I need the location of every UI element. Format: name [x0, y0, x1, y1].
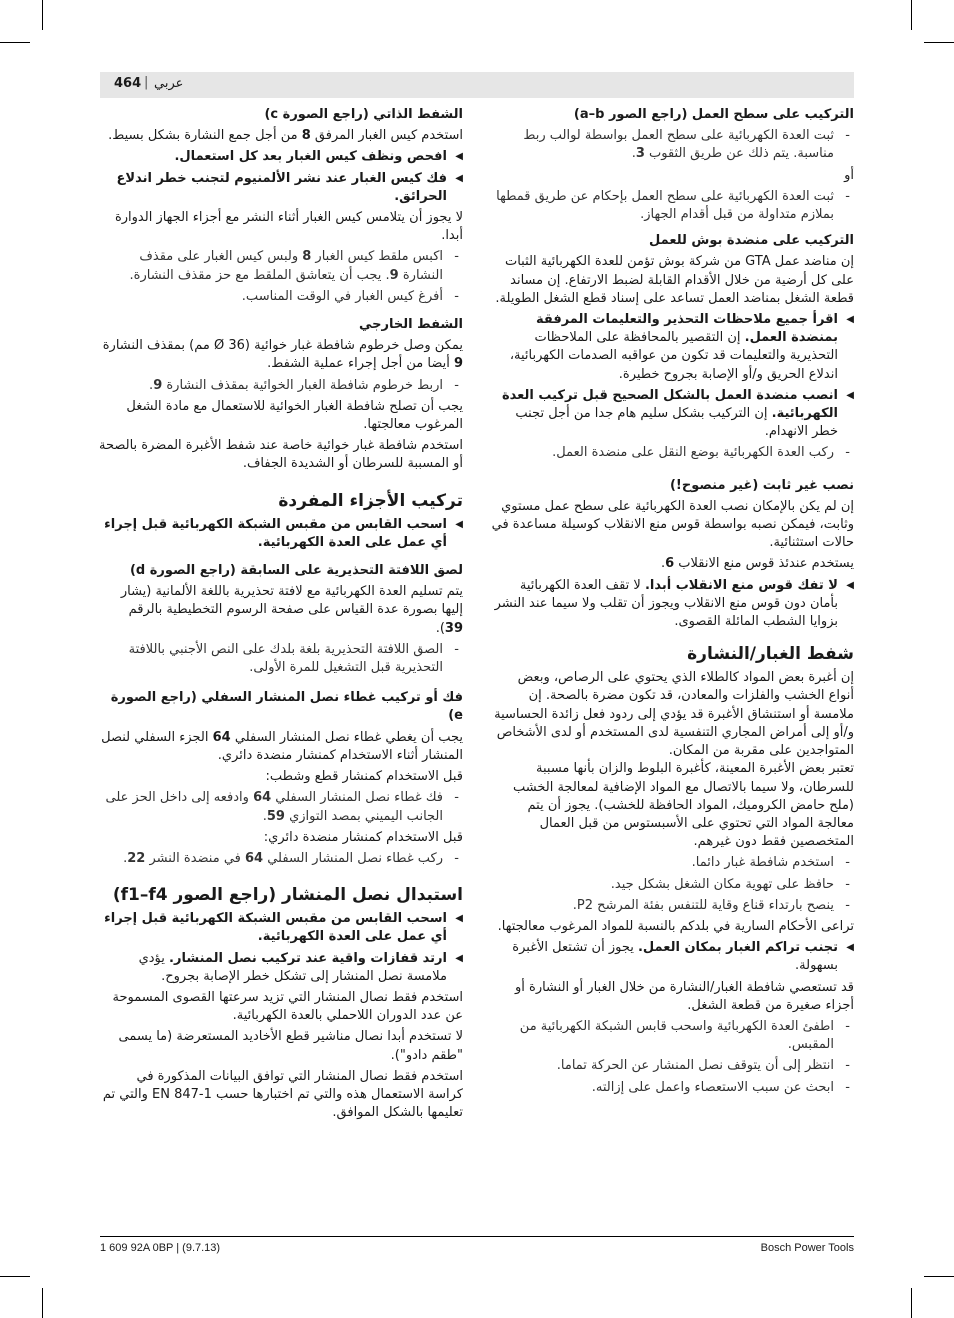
crop-mark [0, 1276, 30, 1277]
footer-brand: Bosch Power Tools [760, 1242, 854, 1254]
paragraph: إن مناضد عمل GTA من شركة بوش تؤمن للعدة الكهربائية الثبات على كل أرضية من خلال الأقدام القابلة لضبط الارتفاع. إن مساند قطعة الشغل بمناضد العمل تساعد على إسناد قطع الشغل الطويلة. [495, 254, 854, 306]
crop-mark [911, 1288, 912, 1318]
list-item: - ركب غطاء نصل المنشار السفلي 64 في منضدة النشر 22. [99, 850, 463, 868]
paragraph: يتم تسليم العدة الكهربائية مع لافتة تحذيرية باللغة الألمانية (يشار إليها بصورة عدة القياس على صفحة الرسوم التخطيطية بالرقم 39). [120, 584, 463, 636]
paragraph: قبل الاستخدام كمنشار قطع وشطب: [265, 769, 463, 785]
paragraph: قبل الاستخدام كمنشار منضدة دائري: [263, 829, 463, 845]
paragraph: تراعى الأحكام السارية في بلدكم بالنسبة للمواد المرغوب معالجتها. [497, 918, 854, 934]
paragraph: استخدم كيس الغبار المرفق 8 من أجل جمع النشارة بشكل بسيط. [108, 128, 463, 144]
warning-triangle-icon: ◀ [846, 314, 854, 326]
warning-triangle-icon: ◀ [455, 172, 463, 184]
crop-mark [911, 0, 912, 30]
crop-mark [924, 1276, 954, 1277]
dash-bullet: - [845, 876, 850, 892]
list-item: - اربط خرطوم شافطة الغبار الخوائية بمقذف النشارة 9. [99, 377, 463, 395]
paragraph: إن أغبرة بعض المواد كالطلاء الذي يحتوي على الرصاص، وبعض أنواع الخشب والفلزات والمعادن، قد تكون مضرة بالصحة. إن ملامسة أو استنشاق الأغبرة قد يؤدي إلى ردود فعل زائدة الحساسية و/أو إلى أمراض المجاري التنفسية لدى المستخدم أو لدى الأشخاص المتواجدين على مقربة من المكان. [494, 670, 854, 759]
section-heading: نصب غير ثابت (غير منصوح!) [669, 477, 854, 493]
paragraph: قد تستعصي شافطة الغبار/النشارة من خلال الغبار أو النشارة أو أجزاء صغيرة من قطعة الشغل. [514, 979, 854, 1013]
list-item: - ثبت العدة الكهربائية على سطح العمل بإحكام عن طريق قمطها بملازم متداولة من قبل أقدام الجهاز. [496, 188, 850, 223]
warning-triangle-icon: ◀ [455, 151, 463, 163]
list-item: - حافظ على تهوية مكان الشغل بشكل جيد. [490, 876, 854, 894]
page-header [100, 72, 854, 98]
paragraph: لا يجوز أن يتلامس كيس الغبار أثناء النشر مع أجزاء الجهاز الدوارة أبدا. [114, 210, 463, 244]
list-item: - ينصح بارتداء قناع وقاية للتنفس بفئة المرشح P2. [490, 897, 854, 915]
crop-mark [42, 0, 43, 30]
paragraph: تعتبر بعض الأغبرة المعينة، كأغبرة البلوط والزان بأنها مسببة للسرطان، ولا سيما بالاتصال مع المواد الإضافية لمعالجة الخشب (ملح حامض الكروميك، المواد الحافظة للخشب). يجوز أن يتم معالجة المواد التي تحتوي على الأسبستوس من قبل العمال المتخصصين فقط دون غيرهم. [513, 761, 854, 850]
warning-item: ◀ اقرأ جميع ملاحظات التحذير والتعليمات المرفقة بمنضدة العمل. إن التقصير بالمحافظة على الملاحظات التحذيرية والتعليمات قد تكون من عواقبه الصدمات الكهربائية، اندلاع الحريق و/أو الإصابة بجروح خطيرة. [509, 312, 854, 382]
dash-bullet: - [845, 897, 850, 913]
section-heading: لصق اللافتة التحذيرية على السابقة (راجع الصورة d) [129, 563, 463, 579]
footer-doc-number: 1 609 92A 0BP | (9.7.13) [100, 1242, 221, 1254]
dash-bullet: - [454, 790, 459, 806]
warning-item: ◀ ارتد قفازات واقية عند تركيب نصل المنشار. يؤدي ملامسة نصل المنشار إلى تشكل خطر الإصابة بجروح. [138, 950, 463, 984]
list-item: - الصق اللافتة التحذيرية بلغة بلدك على النص الأجنبي باللافتة التحذيرية قبل التشغيل للمرة الأولى. [128, 641, 459, 676]
warning-triangle-icon: ◀ [846, 389, 854, 401]
section-heading: فك أو تركيب غطاء نصل المنشار السفلي (راجع الصورة e) [110, 690, 463, 724]
dash-bullet: - [845, 1018, 850, 1034]
section-heading: الشفط الذاتي (راجع الصورة c) [264, 107, 463, 122]
left-column [99, 106, 463, 1122]
header-language: عربي [154, 76, 184, 91]
list-item: - اطفئ العدة الكهربائية واسحب قابس الشبكة الكهربائية من المقبس. [519, 1018, 850, 1053]
section-title: شفط الغبار/النشارة [687, 644, 854, 665]
page-footer [100, 1236, 854, 1254]
warning-triangle-icon: ◀ [455, 913, 463, 925]
dash-bullet: - [845, 445, 850, 461]
warning-triangle-icon: ◀ [455, 952, 463, 964]
section-title: تركيب الأجزاء المفردة [278, 490, 463, 511]
dash-bullet: - [845, 188, 850, 204]
paragraph: يجب أن تصلح شافطة الغبار الخوائية للاستعمال مع مادة الشغل المرغوب معالجتها. [126, 398, 463, 433]
page-number: 464 [114, 76, 142, 91]
paragraph: استخدم فقط نصال المنشار التي توافق البيانات المذكورة في كراسة الاستعمال هذه والتي تم اختبارها حسب EN 847-1 والتي تم تعليمها بالشكل الموافق. [102, 1068, 463, 1121]
warning-triangle-icon: ◀ [455, 518, 463, 530]
list-item: - اكبس ملقط كيس الغبار 8 ولبس كيس الغبار على مقذف النشارة 9. يجب أن يتعاشق الملقط مع حز مقذف النشارة. [129, 249, 459, 283]
warning-item: ◀ اسحب القابس من مقبس الشبكة الكهربائية قبل إجراء أي عمل على العدة الكهربائية. [104, 516, 463, 550]
section-heading: التركيب على سطح العمل (راجع الصور a–b) [573, 107, 854, 122]
paragraph: استخدم شافطة غبار خوائية خاصة عند شفط الأغبرة المضرة بالصحة أو المسببة للسرطان أو الشديدة الجفاف. [99, 438, 463, 472]
paragraph: يستخدم عندئذ قوس منع الانقلاب 6. [660, 556, 854, 572]
section-heading: الشفط الخارجي [359, 317, 463, 333]
dash-bullet: - [454, 288, 459, 304]
paragraph: إن لم يكن بالإمكان نصب العدة الكهربائية على سطح عمل مستوي وثابت، فيمكن نصبه بواسطة قوس منع الانقلاب كوسيلة مساعدة في حالات استثنائية. [491, 498, 854, 551]
paragraph: يجب أن يغطي غطاء نصل المنشار السفلي 64 الجزء السفلي لنصل المنشار أثناء الاستخدام كمنشار منضدة دائري. [101, 729, 463, 763]
list-item: - فك غطاء نصل المنشار السفلي 64 وادفعه إلى داخل الحز على الجانب اليميني بمصد التوازي 59. [105, 790, 459, 824]
dash-bullet: - [845, 1058, 850, 1074]
dash-bullet: - [454, 249, 459, 265]
paragraph: استخدم فقط نصال المنشار التي تزيد سرعتها القصوى المسموحة عن عدد الدوران اللاحملي بالعدة الكهربائية. [112, 989, 463, 1024]
dash-bullet: - [454, 641, 459, 657]
list-item: - أفرغ كيس الغبار في الوقت المناسب. [99, 288, 463, 306]
list-item: - انتظر إلى أن يتوقف نصل المنشار عن الحركة تماما. [490, 1057, 854, 1075]
list-item: - استخدم شافطة غبار دائما. [490, 854, 854, 872]
section-title: استبدال نصل المنشار (راجع الصور f1–f4) [112, 885, 463, 906]
paragraph: يمكن وصل خرطوم شافطة غبار خوائية (Ø 36 مم) بمقذف النشارة 9 أيضا من أجل إجراء عملية الشفط. [102, 338, 463, 372]
list-item: - ثبت العدة الكهربائية على سطح العمل بواسطة لوالب ربط مناسبة. يتم ذلك عن طريق الثقوب 3. [523, 128, 850, 162]
warning-item: ◀ انصب منضدة العمل بالشكل الصحيح قبل تركيب العدة الكهربائية. إن التركيب بشكل سليم هام جدا من أجل تجنب خطر الانهدام. [501, 387, 854, 440]
dash-bullet: - [454, 377, 459, 393]
dash-bullet: - [454, 850, 459, 866]
crop-mark [924, 42, 954, 43]
warning-item: ◀ اسحب القابس من مقبس الشبكة الكهربائية قبل إجراء أي عمل على العدة الكهربائية. [104, 911, 463, 945]
paragraph: لا تستخدم أبدا نصال مناشير قطع الأخاديد المستعرضة (ما يسمى "طقم دادو"). [118, 1029, 463, 1063]
warning-item: ◀ افحص ونظف كيس الغبار بعد كل استعمال. [99, 148, 463, 166]
dash-bullet: - [845, 855, 850, 871]
right-column [490, 106, 854, 1097]
warning-triangle-icon: ◀ [846, 579, 854, 591]
crop-mark [42, 1288, 43, 1318]
warning-item: ◀ تجنب تراكم الغبار بمكان العمل. يجوز أن تشتعل الأغبرة بسهولة. [512, 940, 854, 974]
paragraph: أو [844, 167, 854, 183]
warning-triangle-icon: ◀ [846, 942, 854, 954]
header-separator: | [144, 75, 149, 90]
list-item: - ركب العدة الكهربائية بوضع النقل على منضدة العمل. [490, 444, 854, 462]
list-item: - ابحث عن سبب الاستعصاء واعمل على إزالته. [490, 1079, 854, 1097]
warning-item: ◀ لا تفك قوس منع الانقلاب أبدا. لا تقف العدة الكهربائية بأمان دون قوس منع الانقلاب ويجوز أن تقلب ولا سيما عند النشر بزوايا الشطب المائلة القصوى. [494, 577, 854, 630]
warning-item: ◀ فك كيس الغبار عند نشر الألمنيوم لتجنب خطر اندلاع الحرائق. [116, 170, 463, 204]
section-heading: التركيب على منضدة بوش للعمل [649, 233, 854, 249]
dash-bullet: - [845, 128, 850, 144]
dash-bullet: - [845, 1079, 850, 1095]
crop-mark [0, 42, 30, 43]
